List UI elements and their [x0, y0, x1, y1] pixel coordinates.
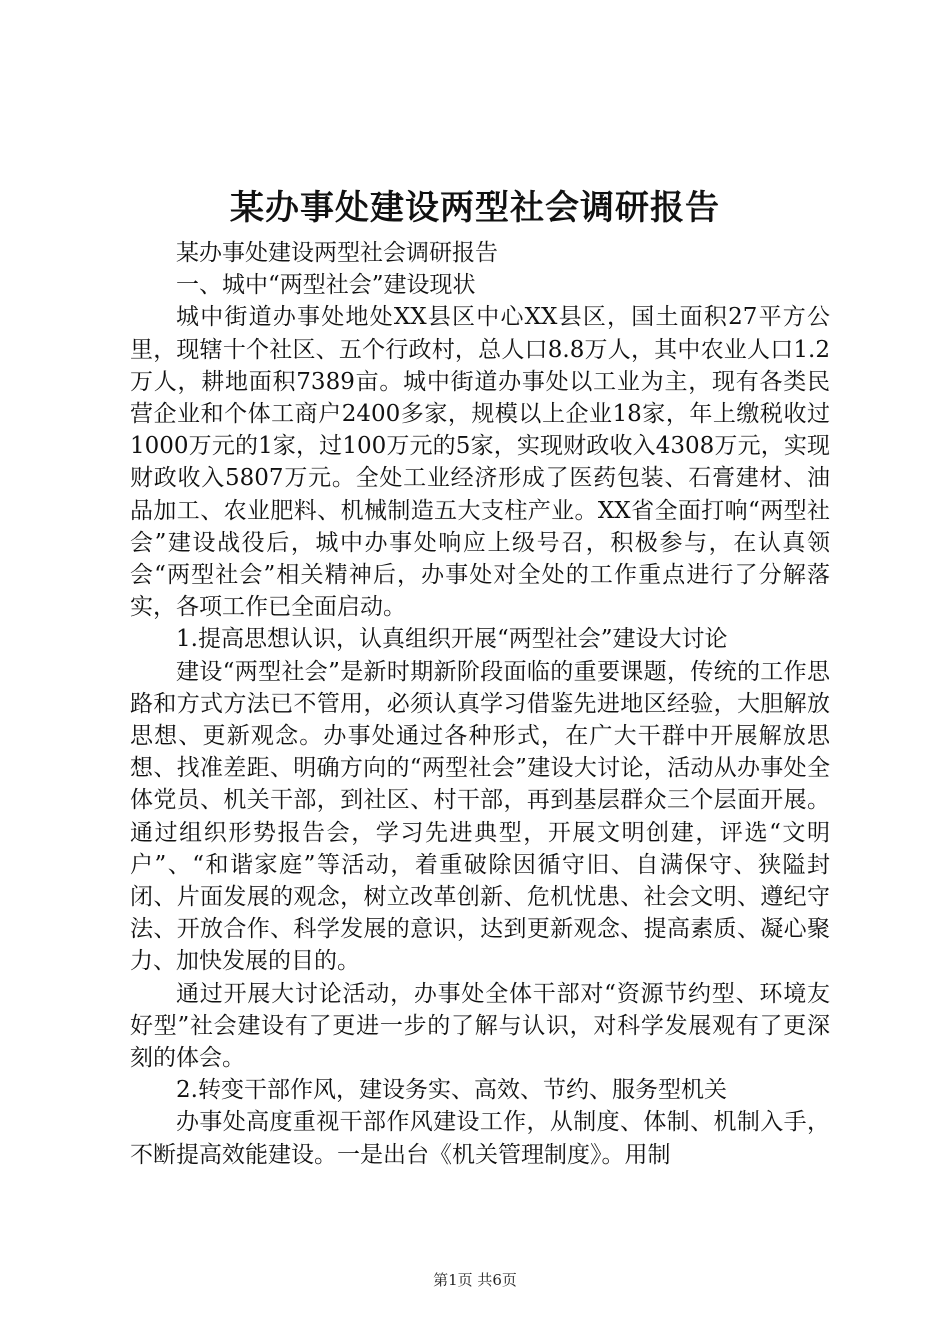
- paragraph: 通过开展大讨论活动，办事处全体干部对“资源节约型、环境友好型”社会建设有了更进一步的了解与认识，对科学发展观有了更深刻的体会。: [130, 980, 830, 1072]
- subheading-1: 1.提高思想认识，认真组织开展“两型社会”建设大讨论: [176, 626, 728, 653]
- page-footer: 第1页 共6页: [433, 1271, 517, 1289]
- paragraph: 建设“两型社会”是新时期新阶段面临的重要课题，传统的工作思路和方式方法已不管用，必须认真学习借鉴先进地区经验，大胆解放思想、更新观念。办事处通过各种形式，在广大干群中开展解放思想、找准差距、明确方向的“两型社会”建设大讨论，活动从办事处全体党员、机关干部，到社区、村干部，再到基层群众三个层面开展。通过组织形势报告会，学习先进典型，开展文明创建，评选“文明户”、“和谐家庭”等活动，着重破除因循守旧、自满保守、狭隘封闭、片面发展的观念，树立改革创新、危机忧患、社会文明、遵纪守法、开放合作、科学发展的意识，达到更新观念、提高素质、凝心聚力、加快发展的目的。: [130, 658, 830, 975]
- section-heading-1: 一、城中“两型社会”建设现状: [176, 272, 476, 299]
- paragraph-repeat-title: 某办事处建设两型社会调研报告: [176, 240, 498, 266]
- paragraph: 办事处高度重视干部作风建设工作，从制度、体制、机制入手，不断提高效能建设。一是出台《机关管理制度》。用制: [130, 1109, 830, 1168]
- document-title: 某办事处建设两型社会调研报告: [230, 188, 720, 228]
- document-body: [130, 237, 830, 1171]
- paragraph: 城中街道办事处地处XX县区中心XX县区，国土面积27平方公里，现辖十个社区、五个行政村，总人口8.8万人，其中农业人口1.2万人，耕地面积7389亩。城中街道办事处以工业为主，现有各类民营企业和个体工商户2400多家，规模以上企业18家，年上缴税收过1000万元的1家，过100万元的5家，实现财政收入4308万元，实现财政收入5807万元。全处工业经济形成了医药包装、石膏建材、油品加工、农业肥料、机械制造五大支柱产业。XX省全面打响“两型社会”建设战役后，城中办事处响应上级号召，积极参与，在认真领会“两型社会”相关精神后，办事处对全处的工作重点进行了分解落实，各项工作已全面启动。: [130, 304, 830, 621]
- subheading-2: 2.转变干部作风，建设务实、高效、节约、服务型机关: [176, 1077, 727, 1104]
